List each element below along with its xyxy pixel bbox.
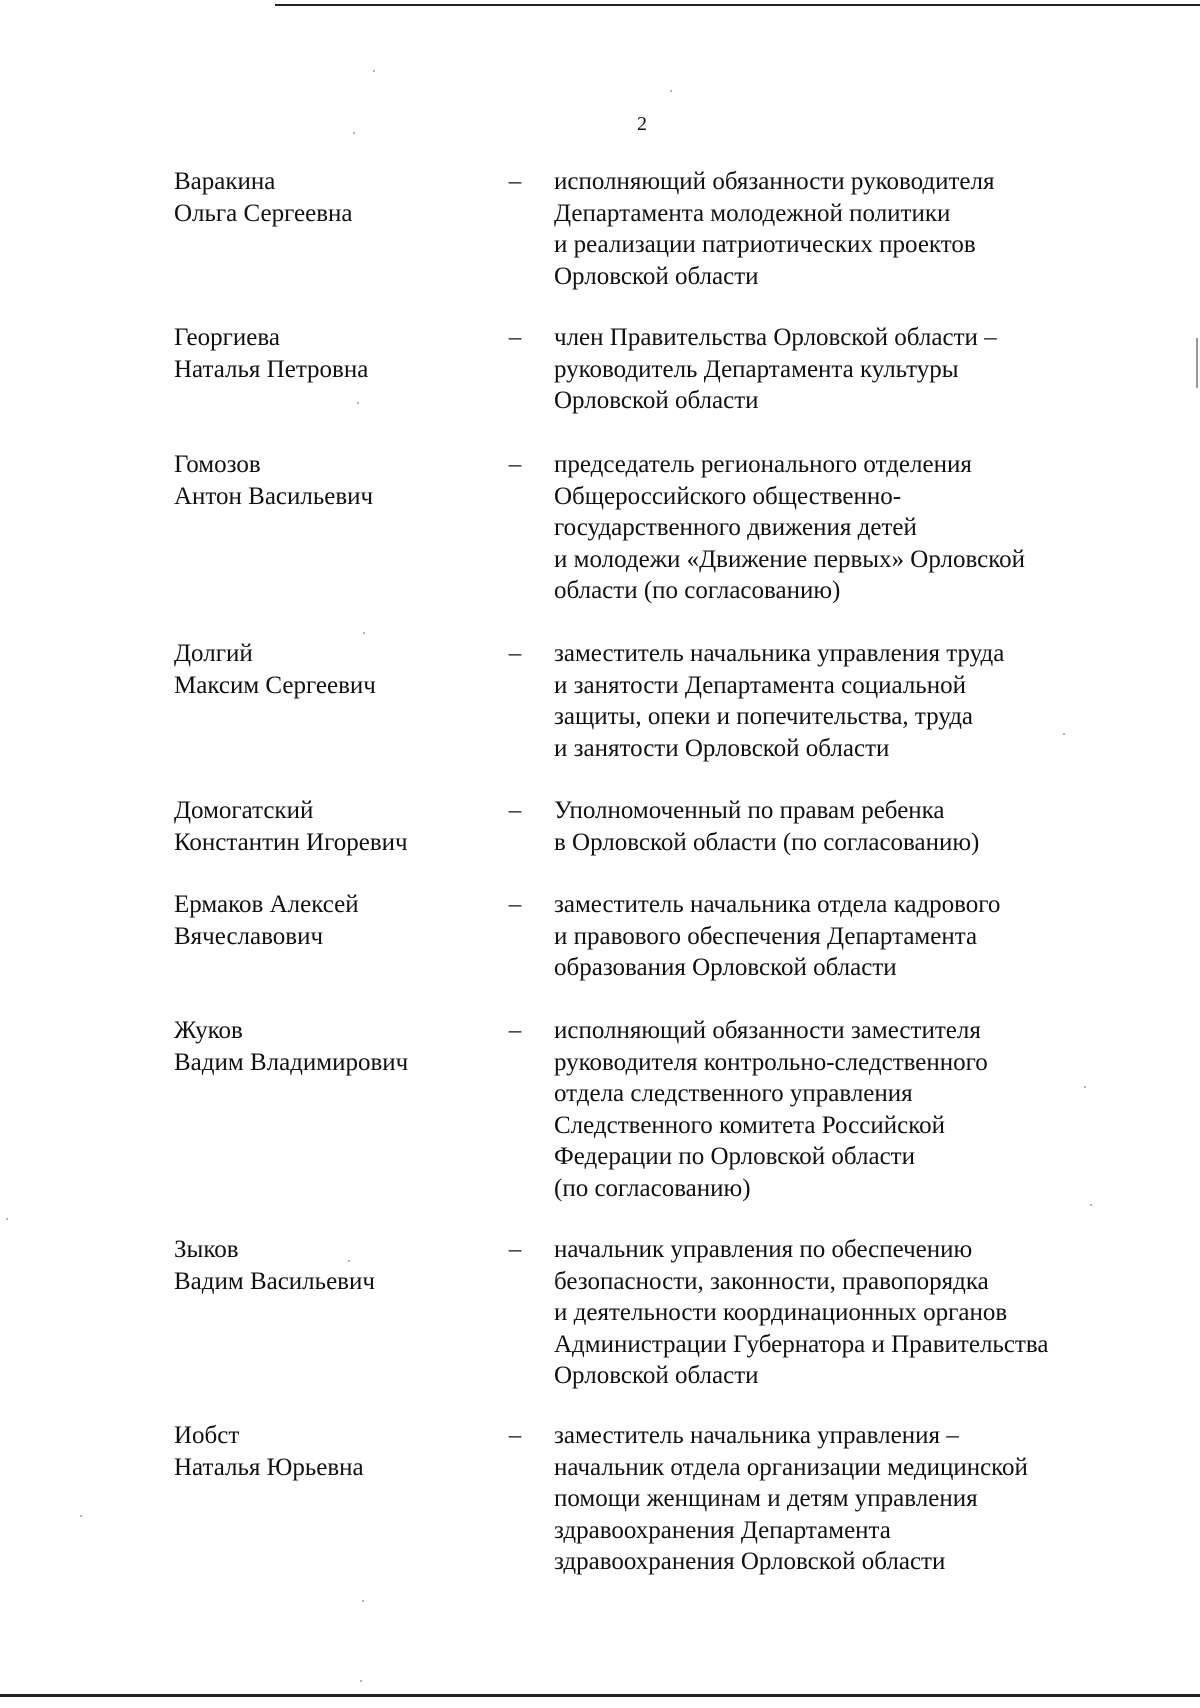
scan-speck (1084, 1086, 1086, 1088)
position-line: в Орловской области (по согласованию) (554, 828, 980, 856)
position-line: исполняющий обязанности руководителя (554, 168, 995, 195)
position-line: Орловской области (554, 1362, 759, 1389)
member-name-line: Ольга Сергеевна (174, 199, 353, 227)
position-line: заместитель начальника управления труда (554, 640, 1005, 667)
position-line: помощи женщинам и детям управления (554, 1485, 978, 1512)
member-position (554, 449, 1114, 607)
scan-speck (362, 1600, 364, 1602)
position-line: и реализации патриотических проектов (554, 231, 976, 258)
position-line: руководитель Департамента культуры (554, 355, 959, 383)
position-line: и правового обеспечения Департамента (554, 922, 978, 950)
separator-dash: – (508, 451, 522, 478)
member-name (174, 795, 474, 858)
scan-speck (363, 632, 365, 634)
position-line: области (по согласованию) (554, 577, 841, 604)
position-line: и молодежи «Движение первых» Орловской (554, 545, 1026, 573)
separator-dash: – (508, 324, 522, 351)
member-name-line: Жуков (174, 1017, 243, 1044)
position-line: заместитель начальника управления – (554, 1422, 959, 1449)
top-scan-rule (275, 4, 1200, 6)
position-line: отдела следственного управления (554, 1080, 913, 1107)
member-position (554, 166, 1114, 292)
bottom-scan-rule (0, 1694, 1200, 1697)
scan-speck (373, 70, 375, 72)
position-line: и занятости Департамента социальной (554, 671, 966, 699)
member-name-line: Максим Сергеевич (174, 671, 376, 699)
member-name (174, 889, 474, 952)
scan-speck (6, 1218, 8, 1220)
member-name-line: Георгиева (174, 324, 280, 351)
member-position (554, 322, 1114, 417)
member-name-line: Константин Игоревич (174, 828, 408, 856)
member-position (554, 1420, 1114, 1578)
member-name (174, 638, 474, 701)
separator-dash: – (508, 640, 522, 667)
position-line: здравоохранения Орловской области (554, 1548, 946, 1575)
member-name-line: Вадим Васильевич (174, 1267, 375, 1295)
member-name-line: Иобст (174, 1422, 240, 1449)
position-line: председатель регионального отделения (554, 451, 972, 478)
position-line: начальник отдела организации медицинской (554, 1453, 1028, 1481)
member-name-line: Варакина (174, 168, 276, 195)
position-line: Департамента молодежной политики (554, 199, 951, 227)
member-position (554, 795, 1114, 858)
separator-dash: – (508, 1017, 522, 1044)
page-number: 2 (637, 113, 647, 135)
position-line: Администрации Губернатора и Правительства (554, 1330, 1049, 1358)
member-name (174, 322, 474, 385)
member-name (174, 449, 474, 512)
scan-speck (353, 132, 355, 134)
separator-dash: – (508, 168, 522, 195)
position-line: (по согласованию) (554, 1174, 751, 1202)
member-position (554, 889, 1114, 984)
member-name-line: Наталья Юрьевна (174, 1453, 364, 1481)
position-line: и занятости Орловской области (554, 734, 890, 762)
position-line: руководителя контрольно-следственного (554, 1048, 988, 1076)
separator-dash: – (508, 891, 522, 918)
scan-speck (1063, 733, 1065, 735)
separator-dash: – (508, 1422, 522, 1449)
scan-speck (1090, 1204, 1092, 1206)
member-name-line: Вячеславович (174, 922, 324, 950)
right-edge-mark (1196, 338, 1198, 388)
scan-speck (80, 1515, 82, 1517)
position-line: Орловской области (554, 262, 759, 290)
member-name-line: Наталья Петровна (174, 355, 369, 383)
scan-speck (348, 1260, 350, 1262)
member-name-line: Зыков (174, 1236, 239, 1263)
position-line: начальник управления по обеспечению (554, 1236, 973, 1263)
member-name-line: Вадим Владимирович (174, 1048, 409, 1076)
position-line: образования Орловской области (554, 954, 897, 981)
position-line: защиты, опеки и попечительства, труда (554, 703, 974, 730)
member-name (174, 166, 474, 229)
position-line: заместитель начальника отдела кадрового (554, 891, 1001, 918)
member-position (554, 638, 1114, 764)
position-line: и деятельности координационных органов (554, 1299, 1008, 1326)
scan-speck (357, 402, 359, 404)
member-position (554, 1234, 1114, 1392)
position-line: Следственного комитета Российской (554, 1111, 945, 1139)
member-name-line: Домогатский (174, 797, 314, 824)
member-name-line: Гомозов (174, 451, 261, 478)
member-name-line: Антон Васильевич (174, 482, 374, 510)
scan-speck (670, 90, 672, 92)
member-name-line: Ермаков Алексей (174, 891, 359, 918)
member-name (174, 1015, 474, 1078)
position-line: член Правительства Орловской области – (554, 324, 997, 351)
position-line: исполняющий обязанности заместителя (554, 1017, 981, 1044)
position-line: безопасности, законности, правопорядка (554, 1267, 989, 1295)
member-name (174, 1420, 474, 1483)
position-line: здравоохранения Департамента (554, 1516, 891, 1544)
separator-dash: – (508, 797, 522, 824)
scan-speck (360, 1680, 362, 1682)
member-name-line: Долгий (174, 640, 253, 667)
position-line: Федерации по Орловской области (554, 1143, 915, 1170)
member-name (174, 1234, 474, 1297)
position-line: Уполномоченный по правам ребенка (554, 797, 945, 824)
position-line: Орловской области (554, 387, 759, 414)
position-line: государственного движения детей (554, 514, 917, 541)
member-position (554, 1015, 1114, 1204)
separator-dash: – (508, 1236, 522, 1263)
position-line: Общероссийского общественно- (554, 482, 902, 510)
